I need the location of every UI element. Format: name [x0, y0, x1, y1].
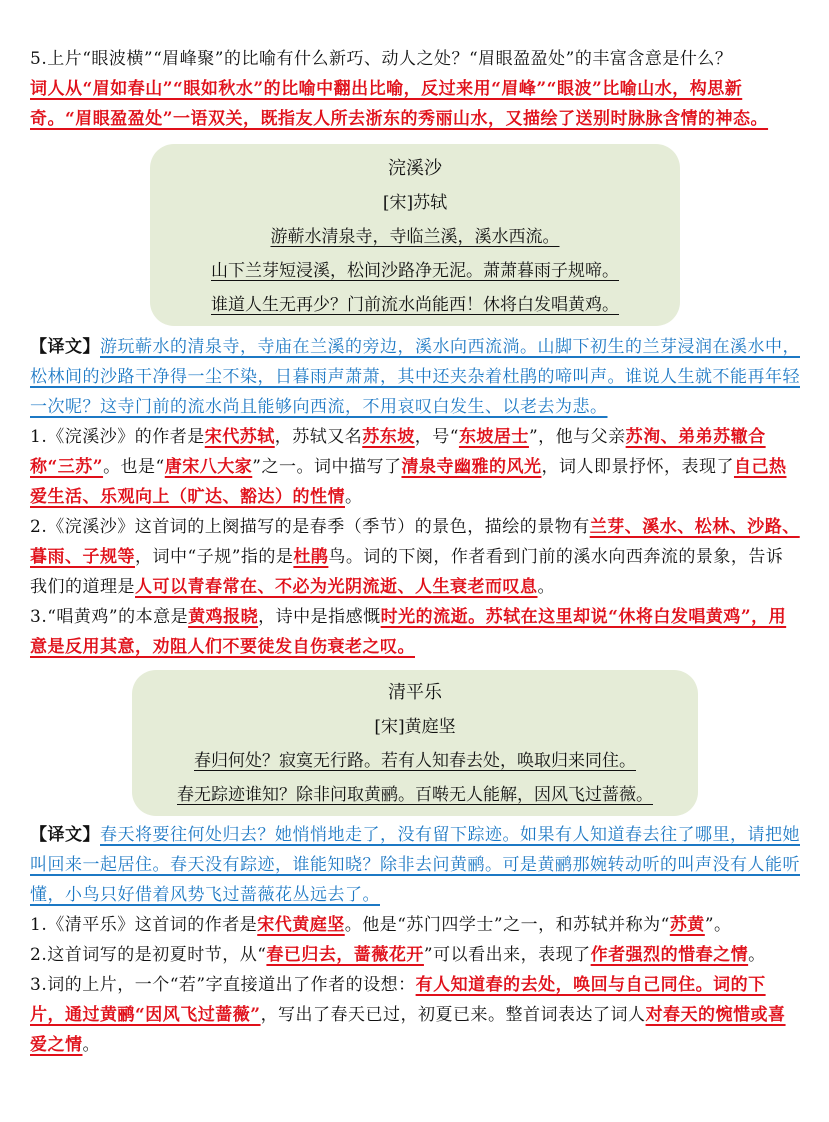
- answer-5-text: 词人从“眉如春山”“眼如秋水”的比喻中翻出比喻，反过来用“眉峰”“眼波”比喻山水，构思新奇。“眉眼盈盈处”一语双关，既指友人所去浙东的秀丽山水，又描绘了送别时脉脉含情的神态。: [30, 79, 769, 129]
- answer-blank: 清泉寺幽雅的风光: [401, 457, 542, 477]
- qingpingle-question-1: [30, 910, 800, 940]
- answer-blank: 对春天的惋惜或喜爱之情: [30, 1005, 786, 1055]
- translation-label: 【译文】: [30, 337, 100, 357]
- question-text: 。: [345, 487, 363, 507]
- answer-5: [30, 74, 800, 134]
- worksheet-page: [30, 44, 800, 1060]
- answer-blank: 东坡居士: [458, 427, 529, 447]
- answer-blank: 时光的流逝。苏轼在这里却说“休将白发唱黄鸡”，用意是反用其意，劝阻人们不要徒发自伤衰老之叹。: [30, 607, 787, 657]
- huanxisha-question-1: [30, 422, 800, 512]
- question-text: 2.《浣溪沙》这首词的上阕描写的是春季（季节）的景色，描绘的景物有: [30, 517, 590, 537]
- translation-text: 春天将要往何处归去？她悄悄地走了，没有留下踪迹。如果有人知道春去往了哪里，请把她叫回来一起居住。春天没有踪迹，谁能知晓？除非去问黄鹂。可是黄鹂那婉转动听的叫声没有人能听懂，小鸟只好借着风势飞过蔷薇花丛远去了。: [30, 825, 800, 905]
- poem-line: 山下兰芽短浸溪，松间沙路净无泥。萧萧暮雨子规啼。: [211, 261, 619, 281]
- answer-blank: 黄鸡报晓: [188, 607, 259, 627]
- question-text: 鸟。词的下阕，作者看到门前的溪水向西奔流的景象，告诉我们的道理是: [30, 547, 784, 597]
- question-text: ，号“: [414, 427, 459, 447]
- answer-blank: 作者强烈的惜春之情: [590, 945, 749, 965]
- question-text: 1.《浣溪沙》的作者是: [30, 427, 205, 447]
- answer-blank: 自己热爱生活、乐观向上（旷达、豁达）的性情: [30, 457, 787, 507]
- answer-blank: 杜鹃: [293, 547, 329, 567]
- huanxisha-question-3: [30, 602, 800, 662]
- question-text: 。也是“: [103, 457, 165, 477]
- question-text: 。他是“苏门四学士”之一，和苏轼并称为“: [344, 915, 670, 935]
- answer-blank: 苏东坡: [362, 427, 415, 447]
- poem-title: 浣溪沙: [388, 158, 442, 179]
- poem-line: 谁道人生无再少？门前流水尚能西！休将白发唱黄鸡。: [211, 295, 619, 315]
- qingpingle-question-2: [30, 940, 800, 970]
- question-text: 。: [748, 945, 766, 965]
- translation-text: 游玩蕲水的清泉寺，寺庙在兰溪的旁边，溪水向西流淌。山脚下初生的兰芽浸润在溪水中，松林间的沙路干净得一尘不染，日暮雨声萧萧，其中还夹杂着杜鹃的啼叫声。谁说人生就不能再年轻一次呢？这寺门前的流水尚且能够向西流，不用哀叹白发生、以老去为悲。: [30, 337, 800, 417]
- qingpingle-question-3: [30, 970, 800, 1060]
- question-text: 1.《清平乐》这首词的作者是: [30, 915, 258, 935]
- answer-blank: 兰芽、溪水、松林、沙路、暮雨、子规等: [30, 517, 800, 567]
- poem-box-huanxisha: [150, 144, 680, 326]
- question-text: 。: [537, 577, 555, 597]
- question-text: 。: [82, 1035, 100, 1055]
- poem-title: 清平乐: [388, 682, 442, 703]
- translation-label: 【译文】: [30, 825, 100, 845]
- question-5: [30, 44, 800, 74]
- question-text: ”。: [704, 915, 732, 935]
- poem-author: [宋]苏轼: [382, 193, 448, 213]
- answer-blank: 宋代黄庭坚: [257, 915, 345, 935]
- question-text: ，词中“子规”指的是: [135, 547, 294, 567]
- question-text: ，苏轼又名: [274, 427, 363, 447]
- question-text: ”之一。词中描写了: [252, 457, 402, 477]
- translation-huanxisha: [30, 332, 800, 422]
- question-text: ”可以看出来，表现了: [423, 945, 591, 965]
- poem-line: 春无踪迹谁知？除非问取黄鹂。百啭无人能解，因风飞过蔷薇。: [177, 785, 653, 805]
- question-text: ，诗中是指感慨: [258, 607, 381, 627]
- answer-blank: 唐宋八大家: [164, 457, 253, 477]
- huanxisha-question-2: [30, 512, 800, 602]
- answer-blank: 苏黄: [669, 915, 705, 935]
- answer-blank: 苏洵、弟弟苏辙合称“三苏”: [30, 427, 766, 477]
- poem-line: 游蕲水清泉寺，寺临兰溪，溪水西流。: [270, 227, 560, 247]
- question-text: 2.这首词写的是初夏时节，从“: [30, 945, 267, 965]
- answer-blank: 有人知道春的去处，唤回与自己同住。词的下片，通过黄鹂“因风飞过蔷薇”: [30, 975, 766, 1025]
- question-text: ，写出了春天已过，初夏已来。整首词表达了词人: [260, 1005, 646, 1025]
- answer-blank: 宋代苏轼: [204, 427, 275, 447]
- answer-blank: 人可以青春常在、不必为光阴流逝、人生衰老而叹息: [135, 577, 538, 597]
- question-text: ，词人即景抒怀，表现了: [541, 457, 734, 477]
- poem-line: 春归何处？寂寞无行路。若有人知春去处，唤取归来同住。: [194, 751, 636, 771]
- poem-author: [宋]黄庭坚: [374, 717, 456, 737]
- question-5-text: 5.上片“眼波横”“眉峰聚”的比喻有什么新巧、动人之处？“眉眼盈盈处”的丰富含意是什么？: [30, 49, 733, 69]
- poem-box-qingpingle: [132, 670, 698, 816]
- translation-qingpingle: [30, 820, 800, 910]
- question-text: 3.“唱黄鸡”的本意是: [30, 607, 189, 627]
- answer-blank: 春已归去，蔷薇花开: [266, 945, 424, 965]
- question-text: ”，他与父亲: [528, 427, 626, 447]
- question-text: 3.词的上片，一个“若”字直接道出了作者的设想：: [30, 975, 416, 995]
